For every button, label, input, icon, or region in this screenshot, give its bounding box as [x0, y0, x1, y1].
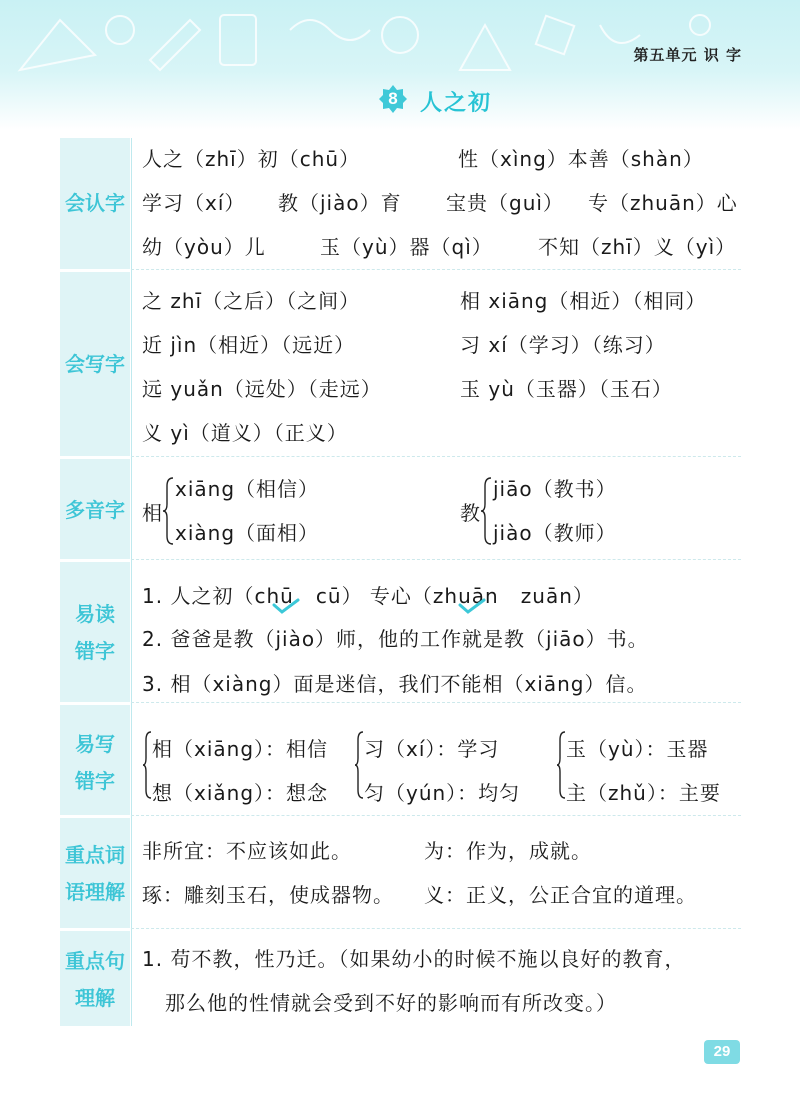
polyphone-reading: xiāng（相信）: [175, 477, 320, 501]
check-mark-icon: [272, 598, 300, 614]
section-label-sentences-1: 重点句: [65, 949, 125, 973]
recognize-item: 学习（xí）: [142, 191, 246, 215]
misread-line-3: [142, 668, 648, 697]
write-item: 习 xí（学习）（练习）: [460, 333, 666, 357]
write-item: 近 jìn（相近）（远近）: [142, 333, 356, 357]
label-bg-misread: [60, 562, 130, 702]
reading-option-correct: chū: [254, 584, 294, 608]
section-label-write: 会写字: [65, 352, 125, 376]
misread-text: 人之初（: [170, 584, 255, 608]
write-item: 之 zhī（之后）（之间）: [142, 289, 361, 313]
section-divider: [131, 456, 741, 457]
word-explanation: 琢：雕刻玉石，使成器物。: [142, 883, 394, 907]
unit-title: 第五单元 识 字: [633, 46, 742, 64]
polyphone-reading: xiàng（面相）: [175, 521, 320, 545]
section-divider: [131, 815, 741, 816]
check-mark-icon: [458, 598, 486, 614]
polyphone-char: 教: [460, 501, 481, 525]
miswrite-item: 主（zhǔ）：主要: [566, 781, 721, 805]
line-number: 3.: [142, 672, 164, 696]
misread-text: 相（xiàng）面是迷信，我们不能相（xiāng）信。: [170, 672, 648, 696]
brace-icon: [556, 730, 566, 800]
section-label-polyphone: 多音字: [65, 498, 125, 522]
miswrite-item: 玉（yù）：玉器: [566, 737, 709, 761]
section-divider: [131, 702, 741, 703]
polyphone-reading: jiào（教师）: [493, 521, 617, 545]
word-explanation: 义：正义，公正合宜的道理。: [424, 883, 697, 907]
misread-text: ）: [341, 584, 363, 608]
label-bg-words: [60, 818, 130, 928]
brace-icon: [480, 476, 492, 546]
section-label-misread-1: 易读: [75, 602, 115, 626]
miswrite-item: 想（xiǎng）：想念: [152, 781, 329, 805]
misread-text: 爸爸是教（jiào）师，他的工作就是教（jiāo）书。: [170, 627, 649, 651]
column-divider: [131, 138, 132, 1026]
miswrite-item: 匀（yún）：均匀: [364, 781, 521, 805]
write-item: 远 yuǎn（远处）（走远）: [142, 377, 382, 401]
polyphone-reading: jiāo（教书）: [493, 477, 617, 501]
section-label-words-2: 语理解: [65, 880, 125, 904]
section-label-sentences-2: 理解: [75, 986, 115, 1010]
recognize-item: 宝贵（guì）: [446, 191, 564, 215]
section-label-miswrite-1: 易写: [75, 732, 115, 756]
brace-icon: [162, 476, 174, 546]
miswrite-item: 相（xiāng）：相信: [152, 737, 329, 761]
recognize-item: 性（xìng）本善（shàn）: [458, 147, 704, 171]
write-item: 玉 yù（玉器）（玉石）: [460, 377, 673, 401]
recognize-item: 玉（yù）器（qì）: [320, 235, 493, 259]
section-divider: [131, 269, 741, 270]
sentence-explanation-line-2: 那么他的性情就会受到不好的影响而有所改变。）: [165, 991, 617, 1015]
lesson-title: 人之初: [420, 91, 493, 116]
reading-option-correct: zhuān: [432, 584, 499, 608]
recognize-item: 不知（zhī）义（yì）: [538, 235, 737, 259]
recognize-item: 幼（yòu）儿: [142, 235, 266, 259]
section-divider: [131, 559, 741, 560]
reading-option: zuān: [520, 584, 573, 608]
reading-option: cū: [315, 584, 342, 608]
section-label-miswrite-2: 错字: [75, 769, 115, 793]
section-label-recognize: 会认字: [65, 191, 125, 215]
sentence-explanation-line-1: 1. 苟不教，性乃迁。（如果幼小的时候不施以良好的教育，: [142, 947, 686, 971]
section-label-misread-2: 错字: [75, 639, 115, 663]
section-divider: [131, 928, 741, 929]
misread-text: ）: [572, 584, 594, 608]
brace-icon: [142, 730, 152, 800]
word-explanation: 非所宜：不应该如此。: [142, 839, 352, 863]
recognize-item: 专（zhuān）心: [588, 191, 738, 215]
write-item: 义 yì（道义）（正义）: [142, 421, 348, 445]
line-number: 1.: [142, 584, 164, 608]
write-item: 相 xiāng（相近）（相同）: [460, 289, 707, 313]
recognize-item: 教（jiào）育: [278, 191, 402, 215]
polyphone-char: 相: [142, 501, 163, 525]
misread-text: 专心（: [369, 584, 433, 608]
section-label-words-1: 重点词: [65, 843, 125, 867]
line-number: 2.: [142, 627, 164, 651]
misread-line-1: [142, 580, 594, 609]
lesson-number: 8: [388, 89, 398, 108]
recognize-item: 人之（zhī）初（chū）: [142, 147, 361, 171]
page-number: 29: [704, 1040, 740, 1064]
brace-icon: [354, 730, 364, 800]
miswrite-item: 习（xí）：学习: [364, 737, 500, 761]
word-explanation: 为：作为，成就。: [424, 839, 592, 863]
misread-line-2: [142, 623, 649, 652]
